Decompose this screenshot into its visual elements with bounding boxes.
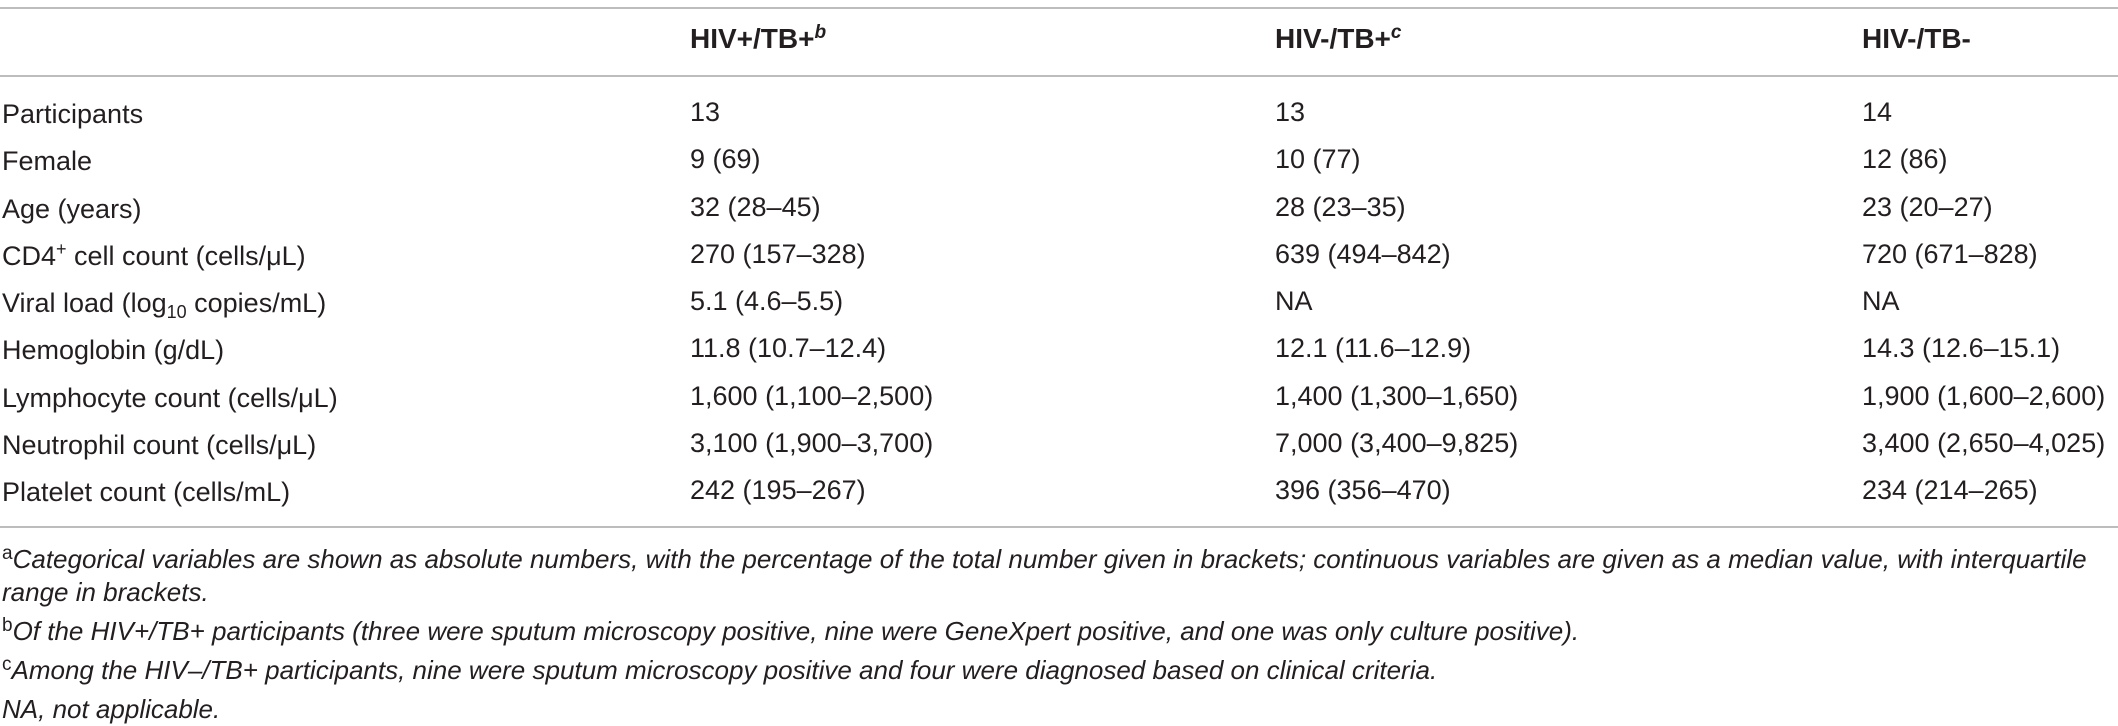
footnote-marker: c: [1390, 22, 1402, 43]
footnote-text: Categorical variables are shown as absolute numbers, with the percentage of the total number given in brackets; continuous variables are given as a median value, with interquartile range in brackets.: [2, 544, 2087, 607]
cell-hiv-neg-tb-neg: 3,400 (2,650–4,025): [1862, 428, 2106, 459]
table-header-rule: [0, 75, 2118, 77]
header-cell-hiv-pos-tb-pos: [690, 22, 826, 55]
cell-hiv-pos-tb-pos: 1,600 (1,100–2,500): [690, 380, 934, 411]
table-row: [0, 235, 2118, 282]
footnote-c: [2, 648, 2112, 687]
row-label: Neutrophil count (cells/μL): [2, 430, 317, 461]
cell-hiv-neg-tb-pos: 12.1 (11.6–12.9): [1275, 333, 1472, 364]
footnote-b: [2, 609, 2112, 648]
table-row: [0, 140, 2118, 187]
table-top-rule: [0, 7, 2118, 9]
cell-hiv-neg-tb-neg: NA: [1862, 286, 1900, 317]
row-label: Female: [2, 146, 93, 177]
cell-hiv-neg-tb-neg: 14: [1862, 97, 1893, 127]
footnote-a: [2, 537, 2112, 609]
cell-hiv-neg-tb-neg: 23 (20–27): [1862, 191, 1993, 222]
cell-hiv-neg-tb-neg: 1,900 (1,600–2,600): [1862, 380, 2106, 411]
footnote-mark: b: [2, 615, 13, 636]
cell-hiv-neg-tb-pos: 7,000 (3,400–9,825): [1275, 428, 1519, 459]
table-row: [0, 377, 2118, 424]
footnote-marker: b: [814, 22, 827, 43]
footnote-mark: a: [2, 543, 13, 564]
cell-hiv-neg-tb-pos: 10 (77): [1275, 144, 1361, 175]
header-label: HIV+/TB+: [690, 23, 815, 54]
row-label: Participants: [2, 99, 144, 129]
table-row: [0, 329, 2118, 376]
header-cell-hiv-neg-tb-pos: [1275, 22, 1402, 55]
table-row: [0, 188, 2118, 235]
cell-hiv-neg-tb-neg: 720 (671–828): [1862, 238, 2038, 269]
cell-hiv-pos-tb-pos: 11.8 (10.7–12.4): [690, 333, 887, 364]
cell-hiv-pos-tb-pos: 242 (195–267): [690, 475, 866, 506]
cell-hiv-pos-tb-pos: 270 (157–328): [690, 238, 866, 269]
cell-hiv-neg-tb-neg: 234 (214–265): [1862, 475, 2038, 506]
cell-hiv-pos-tb-pos: 3,100 (1,900–3,700): [690, 428, 934, 459]
cell-hiv-pos-tb-pos: 32 (28–45): [690, 191, 821, 222]
cell-hiv-neg-tb-neg: 14.3 (12.6–15.1): [1862, 333, 2061, 364]
row-label: Age (years): [2, 193, 142, 224]
cell-hiv-neg-tb-pos: 1,400 (1,300–1,650): [1275, 380, 1519, 411]
cell-hiv-neg-tb-pos: 28 (23–35): [1275, 191, 1406, 222]
row-label: Hemoglobin (g/dL): [2, 335, 225, 366]
cell-hiv-pos-tb-pos: 5.1 (4.6–5.5): [690, 286, 844, 317]
cell-hiv-pos-tb-pos: 9 (69): [690, 144, 761, 175]
table-body: [0, 93, 2118, 519]
footnote-text: NA, not applicable.: [2, 694, 221, 724]
cell-hiv-neg-tb-pos: 13: [1275, 97, 1306, 127]
table-footnotes: [2, 537, 2112, 726]
header-label: HIV-/TB+: [1275, 23, 1391, 54]
cell-hiv-neg-tb-neg: 12 (86): [1862, 144, 1948, 175]
row-label: Viral load ($\log_{10}$ copies/mL): [2, 288, 327, 323]
cell-hiv-neg-tb-pos: NA: [1275, 286, 1313, 317]
table-header-row: [0, 22, 2118, 62]
row-label: Platelet count (cells/mL): [2, 477, 291, 508]
footnote-mark: c: [2, 654, 12, 675]
row-label: CD4+ cell count (cells/μL): [2, 238, 306, 271]
footnote-text: Among the HIV–/TB+ participants, nine were sputum microscopy positive and four were diagnosed based on clinical criteria.: [11, 655, 1438, 685]
row-label: Lymphocyte count (cells/μL): [2, 382, 338, 413]
table-row: [0, 93, 2118, 140]
table-row: [0, 424, 2118, 471]
header-cell-hiv-neg-tb-neg: [1862, 22, 1971, 55]
table-bottom-rule: [0, 526, 2118, 528]
cell-hiv-neg-tb-pos: 639 (494–842): [1275, 238, 1451, 269]
footnote-text: Of the HIV+/TB+ participants (three were sputum microscopy positive, nine were GeneXpert positive, and one was only culture positive).: [12, 616, 1580, 646]
table-row: [0, 282, 2118, 329]
table-row: [0, 471, 2118, 518]
cell-hiv-pos-tb-pos: 13: [690, 97, 721, 127]
cell-hiv-neg-tb-pos: 396 (356–470): [1275, 475, 1451, 506]
header-label: HIV-/TB-: [1862, 23, 1971, 54]
footnote-na: [2, 687, 2112, 726]
